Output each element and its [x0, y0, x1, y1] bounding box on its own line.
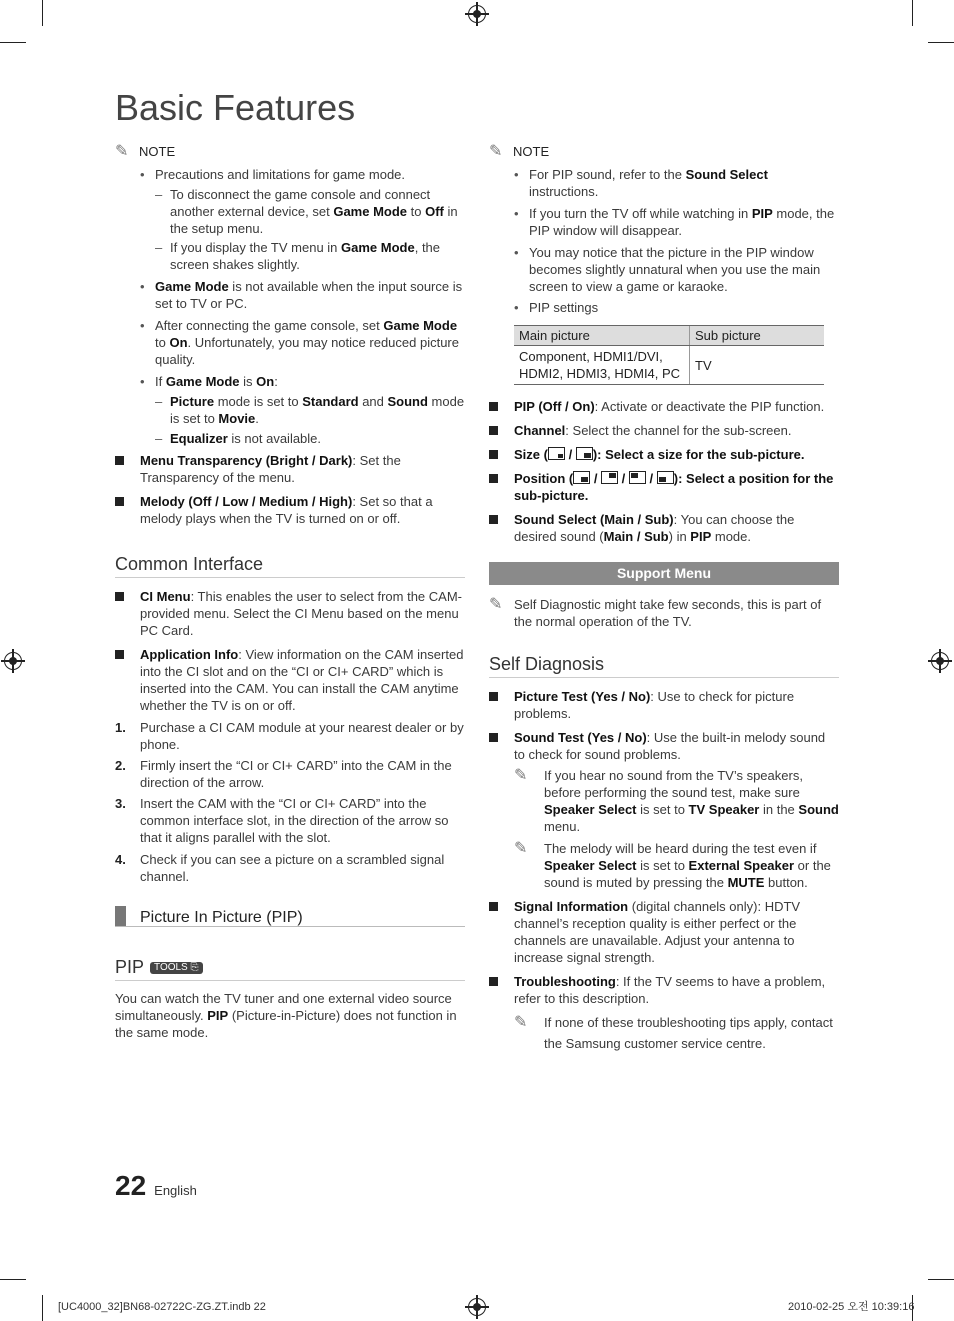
- list-item: Channel: Select the channel for the sub-screen.: [489, 422, 839, 439]
- list-item: Menu Transparency (Bright / Dark): Set the Transparency of the menu.: [115, 452, 465, 486]
- list-item: • For PIP sound, refer to the Sound Select instructions.: [514, 166, 839, 200]
- registration-mark-icon: [468, 1298, 486, 1316]
- page-number: 22: [115, 1170, 147, 1201]
- list-item: Troubleshooting: If the TV seems to have a problem, refer to this description.: [489, 973, 839, 1007]
- position-top-right-icon: [601, 471, 618, 484]
- pencil-note-icon: ✎: [514, 767, 528, 784]
- list-item: • Precautions and limitations for game mode.: [140, 166, 465, 183]
- footer-date: 2010-02-25 오전 10:39:16: [788, 1301, 915, 1313]
- list-item: – Equalizer is not available.: [155, 430, 465, 447]
- list-item: • If you turn the TV off while watching in PIP mode, the PIP window will disappear.: [514, 205, 839, 239]
- position-bottom-left-icon: [657, 471, 674, 484]
- crop-mark: [0, 42, 26, 43]
- support-note: ✎ Self Diagnostic might take few seconds, this is part of the normal operation of the TV.: [489, 596, 822, 629]
- registration-mark-icon: [4, 652, 22, 670]
- subsection-heading-pip: Picture In Picture (PIP): [115, 906, 465, 927]
- section-heading-self-diagnosis: Self Diagnosis: [489, 653, 839, 678]
- right-column: [489, 143, 839, 1054]
- list-item: • Game Mode is not available when the input source is set to TV or PC.: [140, 278, 465, 312]
- position-bottom-right-icon: [573, 471, 590, 484]
- note-heading: [115, 143, 465, 160]
- numbered-step: 4. Check if you can see a picture on a scrambled signal channel.: [115, 852, 445, 884]
- numbered-step: 1. Purchase a CI CAM module at your nearest dealer or by phone.: [115, 720, 464, 752]
- list-item: Position ( / / / ): Select a position for the sub-picture.: [489, 470, 839, 504]
- list-item: Sound Select (Main / Sub): You can choose the desired sound (Main / Sub) in PIP mode.: [489, 511, 839, 545]
- crop-mark: [42, 0, 43, 26]
- support-menu-banner: Support Menu: [489, 562, 839, 585]
- crop-mark: [928, 1279, 954, 1280]
- list-item: • If Game Mode is On:: [140, 373, 465, 390]
- page-number-block: [115, 1170, 197, 1201]
- list-item: Size ( / ): Select a size for the sub-picture.: [489, 446, 839, 463]
- list-item: Picture Test (Yes / No): Use to check for picture problems.: [489, 688, 839, 722]
- position-top-left-icon: [629, 471, 646, 484]
- note-label: NOTE: [513, 144, 550, 159]
- table-header: Sub picture: [690, 326, 825, 346]
- list-item: Melody (Off / Low / Medium / High): Set so that a melody plays when the TV is turned on or off.: [115, 493, 465, 527]
- heading-bar: [115, 906, 126, 926]
- list-item: CI Menu: This enables the user to select from the CAM-provided menu. Select the CI Menu based on the menu PC Card.: [115, 588, 465, 639]
- pip-description: You can watch the TV tuner and one external video source simultaneously. PIP (Picture-in-Picture) does not function in the same mode.: [115, 991, 457, 1040]
- list-item: PIP (Off / On): Activate or deactivate the PIP function.: [489, 398, 839, 415]
- tools-badge: TOOLS ⎘: [150, 962, 203, 974]
- crop-mark: [912, 0, 913, 26]
- page-language: English: [154, 1183, 197, 1198]
- pencil-note-icon: ✎: [514, 840, 528, 857]
- list-item: – To disconnect the game console and connect another external device, set Game Mode to Off in the setup menu.: [155, 186, 465, 237]
- size-small-icon: [548, 447, 565, 460]
- note-item: ✎ If you hear no sound from the TV’s speakers, before performing the sound test, make sure Speaker Select is set to TV Speaker in the Sound menu.: [514, 767, 839, 834]
- crop-mark: [42, 1295, 43, 1321]
- numbered-step: 3. Insert the CAM with the “CI or CI+ CARD” into the common interface slot, in the direction of the arrow so that it aligns parallel with the slot.: [115, 796, 449, 845]
- pip-heading: PIP TOOLS ⎘: [115, 956, 465, 981]
- pencil-note-icon: ✎: [489, 143, 503, 160]
- pencil-note-icon: ✎: [115, 143, 129, 160]
- section-heading-common-interface: Common Interface: [115, 553, 465, 578]
- list-item: • After connecting the game console, set Game Mode to On. Unfortunately, you may notice reduced picture quality.: [140, 317, 465, 368]
- crop-mark: [0, 1279, 26, 1280]
- note-label: NOTE: [139, 144, 176, 159]
- size-large-icon: [576, 447, 593, 460]
- list-item: – If you display the TV menu in Game Mode, the screen shakes slightly.: [155, 239, 465, 273]
- note-item: ✎ If none of these troubleshooting tips apply, contact the Samsung customer service centre.: [514, 1012, 839, 1054]
- pip-settings-table: [514, 325, 824, 385]
- registration-mark-icon: [931, 652, 949, 670]
- list-item: Application Info: View information on the CAM inserted into the CI slot and on the “CI or CI+ CARD” which is inserted into the CAM. You can install the CAM anytime whether the TV is on or off.: [115, 646, 465, 714]
- numbered-step: 2. Firmly insert the “CI or CI+ CARD” into the CAM in the direction of the arrow.: [115, 758, 452, 790]
- registration-mark-icon: [468, 5, 486, 23]
- left-column: [115, 143, 465, 1041]
- table-header: Main picture: [514, 326, 690, 346]
- table-cell: TV: [690, 346, 825, 385]
- list-item: Signal Information (digital channels only): HDTV channel’s reception quality is either perfect or the channels are unavailable. Adjust your antenna to increase signal strength.: [489, 898, 839, 966]
- note-item: ✎ The melody will be heard during the test even if Speaker Select is set to External Speaker or the sound is muted by pressing the MUTE button.: [514, 840, 831, 890]
- pencil-note-icon: ✎: [489, 596, 503, 613]
- list-item: – Picture mode is set to Standard and Sound mode is set to Movie.: [155, 393, 465, 427]
- list-item: • PIP settings: [514, 299, 839, 316]
- footer-file: [UC4000_32]BN68-02722C-ZG.ZT.indb 22: [58, 1301, 266, 1313]
- list-item: • You may notice that the picture in the PIP window becomes slightly unnatural when you use the main screen to view a game or karaoke.: [514, 244, 839, 295]
- table-cell: Component, HDMI1/DVI, HDMI2, HDMI3, HDMI4, PC: [514, 346, 690, 385]
- pencil-note-icon: ✎: [514, 1014, 528, 1031]
- crop-mark: [928, 42, 954, 43]
- note-heading: [489, 143, 839, 160]
- page-title: Basic Features: [115, 87, 356, 128]
- list-item: Sound Test (Yes / No): Use the built-in melody sound to check for sound problems.: [489, 729, 839, 763]
